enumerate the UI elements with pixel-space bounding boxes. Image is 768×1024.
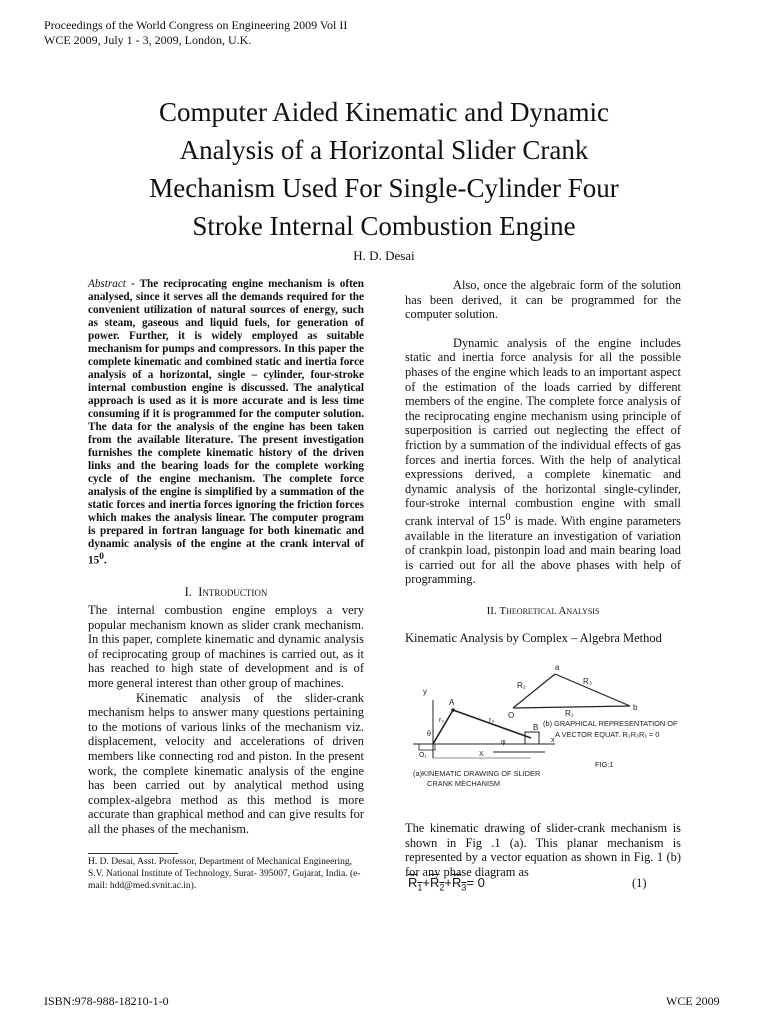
abstract-label: Abstract <box>88 278 126 290</box>
label-b-point: b <box>633 703 638 712</box>
title-line-2: Analysis of a Horizontal Slider Crank <box>179 135 589 165</box>
eq-r1-letter: R <box>408 875 418 890</box>
author-name: H. D. Desai <box>353 248 415 263</box>
running-header <box>44 18 347 48</box>
equation-1 <box>408 875 485 893</box>
section-1-number: I. <box>184 585 192 599</box>
vector-r2 <box>513 674 555 708</box>
figure-label: FIG:1 <box>595 760 614 769</box>
eq-equals: = 0 <box>466 875 485 890</box>
eq-r2 <box>430 875 445 893</box>
label-x-axis: x <box>551 737 555 744</box>
introduction-body <box>88 603 364 837</box>
intro-paragraph-1: The internal combustion engine employs a very popular mechanism known as slider crank mechanism. In this paper, complete kinematic and dynamic analysis of reciprocating group of machines is carried out, as it has reached to high state of development and is of more general interest than other group of machines. <box>88 603 364 690</box>
intro-paragraph-2: Kinematic analysis of the slider-crank mechanism helps to answer many questions pertaining to the motions of various links of the mechanism viz. displacement, velocity and accelerations of driven members like connecting rod and piston. In the present work, the complete kinematic analysis of the engine has been carried out by analytical method using complex-algebra method as this method is more accurate than graphical method and can give results for all the phases of the mechanism. <box>88 690 364 836</box>
paper-title <box>60 93 708 245</box>
header-line-2: WCE 2009, July 1 - 3, 2009, London, U.K. <box>44 33 252 47</box>
section-1-heading <box>88 585 364 600</box>
abstract-text: - The reciprocating engine mechanism is often analysed, since it serves all the demands required for the convenient utilization of natural sources of energy, such as steam, gaseous and liquid fuels, for generation of power. Further, it is widely employed as suitable mechanism for pumps and compressors. In this paper the complete kinematic and combined static and inertia force analysis of a horizontal, single – cylinder, four-stroke internal combustion engine is discussed. The analytical approach is used as it is more accurate and is less time consuming if it is programmed for the computer solution. The data for the analysis of the engine has been taken from the available literature. The present investigation furnishes the complete kinematic history of the driven links and the bearing loads for the complete working cycle of the engine mechanism. The complete force analysis of the engine is simplified by a summation of the static forces and inertia forces ignoring the friction forces which makes the analysis linear. The computer program is prepared in fortran language for both kinematic and dynamic analysis of the engine at the crank interval of 15 <box>88 278 364 567</box>
label-x-dim: X <box>479 751 484 758</box>
footer-right: WCE 2009 <box>666 994 720 1008</box>
title-line-1: Computer Aided Kinematic and Dynamic <box>159 97 609 127</box>
label-vector-r1: R₁ <box>565 709 574 718</box>
right-paragraph-2 <box>405 336 681 587</box>
section-1-title: Introduction <box>198 585 268 599</box>
label-r3: r₃ <box>489 717 495 724</box>
eq-r3-sub: 3 <box>461 882 467 893</box>
label-o: O <box>508 711 515 720</box>
caption-a-line-2: CRANK MECHANISM <box>427 779 501 788</box>
eq-r3-letter: R <box>452 875 462 890</box>
author-footnote: H. D. Desai, Asst. Professor, Department of Mechanical Engineering, S.V. National Institute of Technology, Surat- 395007, Gujarat, India. (e-mail: hdd@med.svnit.ac.in). <box>88 857 361 891</box>
abstract-degree: 0 <box>99 552 104 562</box>
crank-link <box>433 710 453 744</box>
eq-plus-2: + <box>444 875 452 890</box>
abstract <box>88 278 364 568</box>
right-column-body <box>405 278 681 587</box>
eq-plus-1: + <box>422 875 430 890</box>
footnote-rule <box>88 853 178 854</box>
label-b-joint: B <box>533 723 539 732</box>
figure-1-slider-crank <box>405 660 690 792</box>
right-paragraph-2-degree: 0 <box>505 511 511 523</box>
right-paragraph-2-end: is made. With engine parameters available in the literature an investigation of variation of crankpin load, pistonpin load and main bearing load is carried out for all the above phases with help of programming. <box>405 514 681 587</box>
equation-number: (1) <box>632 876 647 890</box>
connecting-rod <box>453 710 531 738</box>
title-line-3: Mechanism Used For Single-Cylinder Four <box>149 173 619 203</box>
caption-b-line-2: A VECTOR EQUAT. R₂R₃R₁ = 0 <box>555 730 660 739</box>
eq-r1-sub: 1 <box>417 882 423 893</box>
label-a-joint: A <box>449 698 455 707</box>
right-paragraph-2-text: Dynamic analysis of the engine includes static and inertia force analysis for all the possible phases of the engine which leads to an important aspect of the estimation of the loads carried by different members of the engine. The complete force analysis of the reciprocating engine mechanism using principle of superposition is carried out neglecting the effect of friction by a summation of the individual effects of gas forces and inertia forces. With the help of analytical expressions derived, a complete kinematic and dynamic analysis of the horizontal single-cylinder, four-stroke internal combustion engine with small crank interval of 15 <box>405 335 681 529</box>
caption-a-line-1: (a)KINEMATIC DRAWING OF SLIDER <box>413 769 541 778</box>
section-2-number: II. <box>486 605 497 617</box>
eq-r2-sub: 2 <box>439 882 445 893</box>
label-vector-r2: R₂ <box>517 681 526 690</box>
label-o1: O₁ <box>419 752 427 759</box>
label-phi: φ <box>501 739 506 746</box>
label-theta: θ <box>427 731 431 738</box>
title-line-4: Stroke Internal Combustion Engine <box>192 211 576 241</box>
figure-description: The kinematic drawing of slider-crank mechanism is shown in Fig .1 (a). This planar mechanism is represented by a vector equation as shown in Fig. 1 (b) for any phase diagram as <box>405 821 681 879</box>
vector-r1 <box>513 706 630 708</box>
label-vector-r3: R₃ <box>583 677 593 686</box>
slider-block <box>525 732 539 744</box>
eq-r1 <box>408 875 423 893</box>
section-2-heading <box>405 605 681 617</box>
eq-r2-letter: R <box>430 875 440 890</box>
label-r2: r₂ <box>439 717 445 724</box>
vector-r3 <box>555 674 630 706</box>
header-line-1: Proceedings of the World Congress on Engineering 2009 Vol II <box>44 18 348 32</box>
caption-b-line-1: (b) GRAPHICAL REPRESENTATION OF <box>543 719 678 728</box>
abstract-end: . <box>103 554 107 567</box>
label-y: y <box>423 687 427 696</box>
section-2-title: Theoretical Analysis <box>499 605 600 617</box>
footer-isbn: ISBN:978-988-18210-1-0 <box>44 994 169 1008</box>
right-paragraph-1: Also, once the algebraic form of the solution has been derived, it can be programmed for the computer solution. <box>405 278 681 322</box>
eq-r3 <box>452 875 467 893</box>
label-a-point: a <box>555 663 560 672</box>
subsection-heading: Kinematic Analysis by Complex – Algebra Method <box>405 631 662 645</box>
